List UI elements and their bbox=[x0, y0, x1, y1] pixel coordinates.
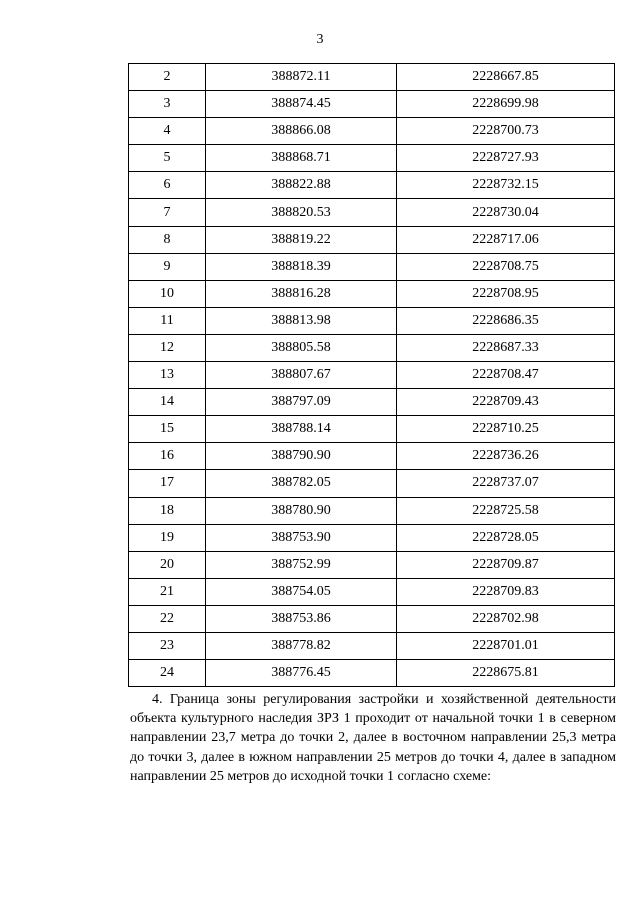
table-row bbox=[129, 497, 615, 524]
point-number-cell: 20 bbox=[129, 551, 206, 578]
y-coordinate-cell: 2228700.73 bbox=[397, 118, 615, 145]
x-coordinate-cell: 388797.09 bbox=[206, 389, 397, 416]
table-row bbox=[129, 660, 615, 687]
x-coordinate-cell: 388752.99 bbox=[206, 551, 397, 578]
y-coordinate-cell: 2228699.98 bbox=[397, 91, 615, 118]
y-coordinate-cell: 2228725.58 bbox=[397, 497, 615, 524]
y-coordinate-cell: 2228710.25 bbox=[397, 416, 615, 443]
table-row bbox=[129, 470, 615, 497]
y-coordinate-cell: 2228709.83 bbox=[397, 578, 615, 605]
y-coordinate-cell: 2228730.04 bbox=[397, 199, 615, 226]
y-coordinate-cell: 2228736.26 bbox=[397, 443, 615, 470]
point-number-cell: 7 bbox=[129, 199, 206, 226]
point-number-cell: 18 bbox=[129, 497, 206, 524]
x-coordinate-cell: 388807.67 bbox=[206, 362, 397, 389]
table-row bbox=[129, 307, 615, 334]
table-row bbox=[129, 524, 615, 551]
point-number-cell: 4 bbox=[129, 118, 206, 145]
x-coordinate-cell: 388819.22 bbox=[206, 226, 397, 253]
point-number-cell: 22 bbox=[129, 605, 206, 632]
x-coordinate-cell: 388866.08 bbox=[206, 118, 397, 145]
table-row bbox=[129, 64, 615, 91]
point-number-cell: 5 bbox=[129, 145, 206, 172]
coordinates-table bbox=[128, 63, 615, 687]
y-coordinate-cell: 2228717.06 bbox=[397, 226, 615, 253]
y-coordinate-cell: 2228702.98 bbox=[397, 605, 615, 632]
point-number-cell: 3 bbox=[129, 91, 206, 118]
point-number-cell: 14 bbox=[129, 389, 206, 416]
y-coordinate-cell: 2228701.01 bbox=[397, 632, 615, 659]
point-number-cell: 11 bbox=[129, 307, 206, 334]
y-coordinate-cell: 2228667.85 bbox=[397, 64, 615, 91]
table-row bbox=[129, 443, 615, 470]
table-row bbox=[129, 551, 615, 578]
point-number-cell: 2 bbox=[129, 64, 206, 91]
y-coordinate-cell: 2228732.15 bbox=[397, 172, 615, 199]
x-coordinate-cell: 388805.58 bbox=[206, 334, 397, 361]
table-row bbox=[129, 605, 615, 632]
x-coordinate-cell: 388816.28 bbox=[206, 280, 397, 307]
x-coordinate-cell: 388753.90 bbox=[206, 524, 397, 551]
x-coordinate-cell: 388822.88 bbox=[206, 172, 397, 199]
table-row bbox=[129, 632, 615, 659]
table-row bbox=[129, 334, 615, 361]
point-number-cell: 9 bbox=[129, 253, 206, 280]
y-coordinate-cell: 2228727.93 bbox=[397, 145, 615, 172]
boundary-description bbox=[130, 690, 616, 786]
x-coordinate-cell: 388753.86 bbox=[206, 605, 397, 632]
page-number: 3 bbox=[316, 32, 324, 47]
table-row bbox=[129, 226, 615, 253]
y-coordinate-cell: 2228675.81 bbox=[397, 660, 615, 687]
x-coordinate-cell: 388778.82 bbox=[206, 632, 397, 659]
table-row bbox=[129, 199, 615, 226]
point-number-cell: 12 bbox=[129, 334, 206, 361]
y-coordinate-cell: 2228728.05 bbox=[397, 524, 615, 551]
table-row bbox=[129, 91, 615, 118]
table-row bbox=[129, 145, 615, 172]
x-coordinate-cell: 388782.05 bbox=[206, 470, 397, 497]
point-number-cell: 13 bbox=[129, 362, 206, 389]
x-coordinate-cell: 388872.11 bbox=[206, 64, 397, 91]
point-number-cell: 15 bbox=[129, 416, 206, 443]
y-coordinate-cell: 2228708.95 bbox=[397, 280, 615, 307]
point-number-cell: 17 bbox=[129, 470, 206, 497]
y-coordinate-cell: 2228709.43 bbox=[397, 389, 615, 416]
y-coordinate-cell: 2228708.47 bbox=[397, 362, 615, 389]
x-coordinate-cell: 388813.98 bbox=[206, 307, 397, 334]
point-number-cell: 8 bbox=[129, 226, 206, 253]
point-number-cell: 19 bbox=[129, 524, 206, 551]
point-number-cell: 10 bbox=[129, 280, 206, 307]
x-coordinate-cell: 388820.53 bbox=[206, 199, 397, 226]
y-coordinate-cell: 2228686.35 bbox=[397, 307, 615, 334]
table-row bbox=[129, 253, 615, 280]
x-coordinate-cell: 388818.39 bbox=[206, 253, 397, 280]
y-coordinate-cell: 2228708.75 bbox=[397, 253, 615, 280]
point-number-cell: 16 bbox=[129, 443, 206, 470]
x-coordinate-cell: 388754.05 bbox=[206, 578, 397, 605]
x-coordinate-cell: 388790.90 bbox=[206, 443, 397, 470]
y-coordinate-cell: 2228687.33 bbox=[397, 334, 615, 361]
y-coordinate-cell: 2228709.87 bbox=[397, 551, 615, 578]
x-coordinate-cell: 388788.14 bbox=[206, 416, 397, 443]
table-row bbox=[129, 389, 615, 416]
point-number-cell: 24 bbox=[129, 660, 206, 687]
x-coordinate-cell: 388868.71 bbox=[206, 145, 397, 172]
y-coordinate-cell: 2228737.07 bbox=[397, 470, 615, 497]
x-coordinate-cell: 388780.90 bbox=[206, 497, 397, 524]
table-row bbox=[129, 362, 615, 389]
table-row bbox=[129, 280, 615, 307]
coordinates-table-body bbox=[129, 64, 615, 687]
point-number-cell: 23 bbox=[129, 632, 206, 659]
point-number-cell: 21 bbox=[129, 578, 206, 605]
boundary-paragraph: 4. Граница зоны регулирования застройки и хозяйственной деятельности объекта культурного наследия ЗРЗ 1 проходит от начальной точки 1 в северном направлении 23,7 метра до точки 2, далее в восточном направлении 25,3 метра до точки 3, далее в южном направлении 25 метров до точки 4, далее в западном направлении 25 метров до исходной точки 1 согласно схеме: bbox=[130, 692, 616, 784]
point-number-cell: 6 bbox=[129, 172, 206, 199]
x-coordinate-cell: 388776.45 bbox=[206, 660, 397, 687]
table-row bbox=[129, 416, 615, 443]
table-row bbox=[129, 172, 615, 199]
table-row bbox=[129, 118, 615, 145]
table-row bbox=[129, 578, 615, 605]
x-coordinate-cell: 388874.45 bbox=[206, 91, 397, 118]
